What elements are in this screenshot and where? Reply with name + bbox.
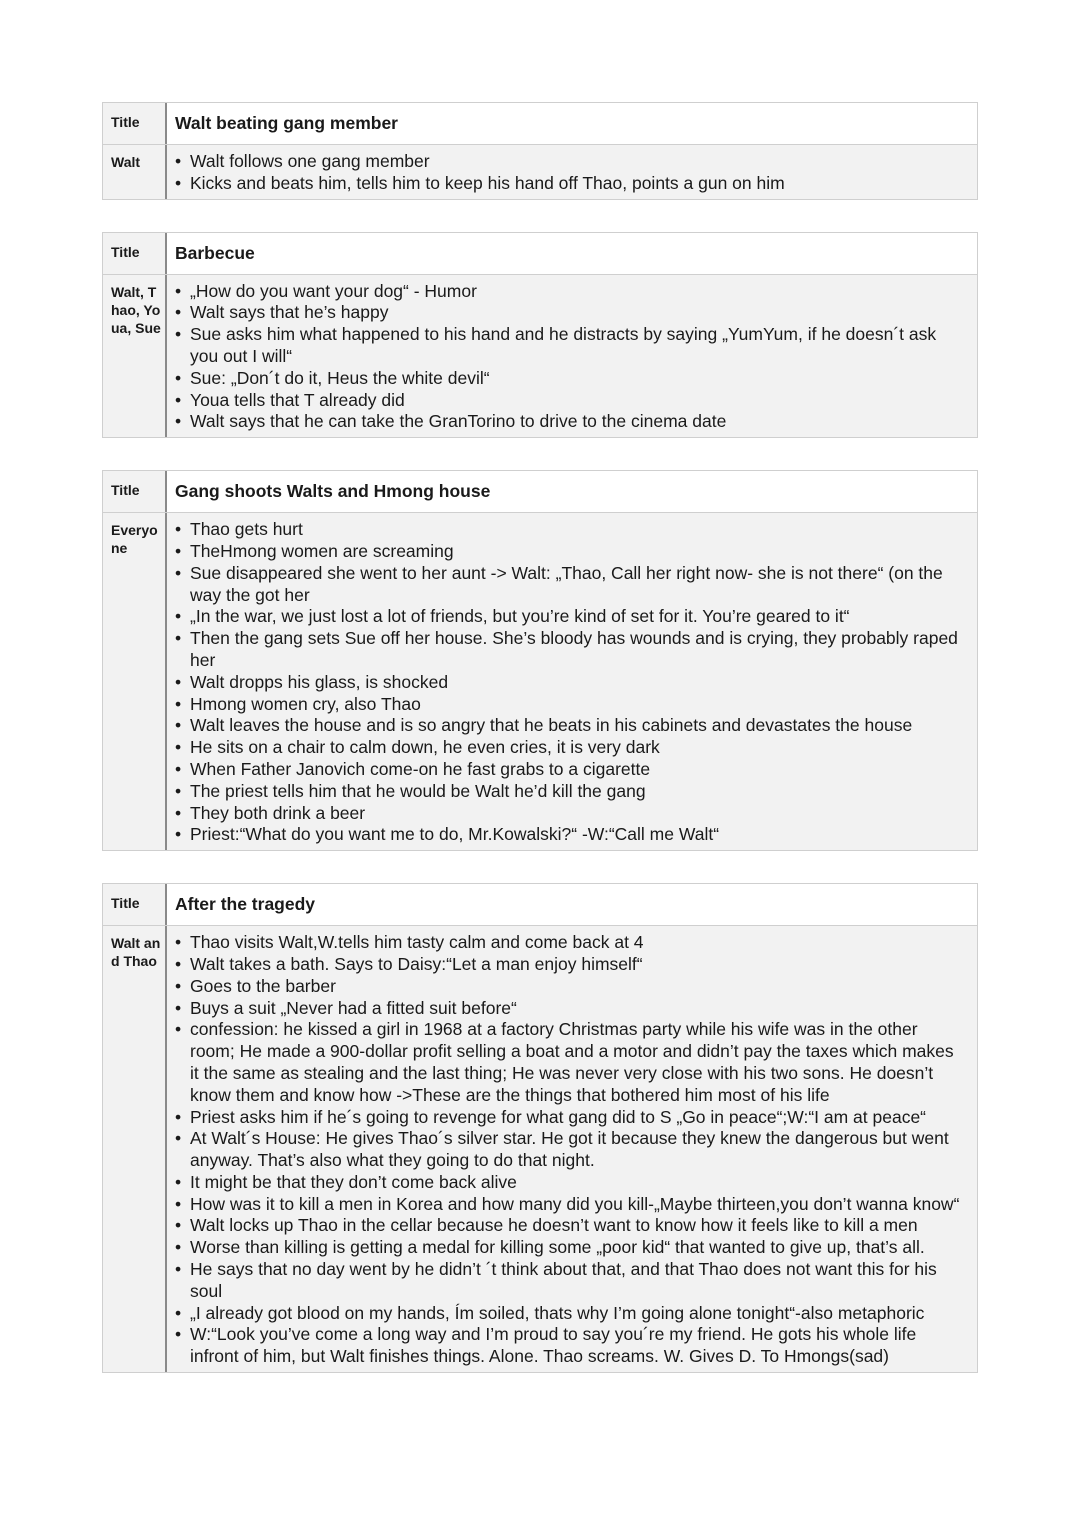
bullet-item: • Goes to the barber — [175, 976, 967, 998]
bullet-item: • At Walt´s House: He gives Thao´s silver star. He got it because they knew the dangerous but went anyway. That’s also what they going to do that night. — [175, 1128, 967, 1172]
scene-title-row — [103, 471, 977, 512]
scene-notes — [167, 513, 977, 850]
scene-title: After the tragedy — [167, 884, 977, 925]
scene-body-row — [103, 925, 977, 1372]
scene-table — [102, 232, 978, 439]
scene-body-row — [103, 512, 977, 850]
scene-table — [102, 102, 978, 200]
bullet-list — [175, 932, 967, 1368]
scene-body-row — [103, 274, 977, 438]
bullet-item: • How was it to kill a men in Korea and how many did you kill-„Maybe thirteen,you don’t wanna know“ — [175, 1194, 967, 1216]
scene-table — [102, 470, 978, 851]
scene-notes — [167, 145, 977, 199]
bullet-item: • Buys a suit „Never had a fitted suit before“ — [175, 998, 967, 1020]
scene-notes — [167, 926, 977, 1372]
bullet-item: • Hmong women cry, also Thao — [175, 694, 967, 716]
title-label: Title — [103, 103, 167, 144]
scene-table — [102, 883, 978, 1373]
bullet-item: • Priest asks him if he´s going to revenge for what gang did to S „Go in peace“;W:“I am at peace“ — [175, 1107, 967, 1129]
bullet-item: • Walt leaves the house and is so angry that he beats in his cabinets and devastates the house — [175, 715, 967, 737]
characters-label: Everyone — [103, 513, 167, 850]
characters-label: Walt — [103, 145, 167, 199]
bullet-item: • Sue: „Don´t do it, Heus the white devil“ — [175, 368, 967, 390]
bullet-item: • They both drink a beer — [175, 803, 967, 825]
bullet-list — [175, 151, 967, 195]
bullet-item: • When Father Janovich come-on he fast grabs to a cigarette — [175, 759, 967, 781]
scene-title-row — [103, 103, 977, 144]
bullet-item: • He sits on a chair to calm down, he even cries, it is very dark — [175, 737, 967, 759]
bullet-item: • „I already got blood on my hands, Ím soiled, thats why I’m going alone tonight“-also metaphoric — [175, 1303, 967, 1325]
bullet-list — [175, 519, 967, 846]
bullet-item: • Worse than killing is getting a medal for killing some „poor kid“ that wanted to give up, that’s all. — [175, 1237, 967, 1259]
title-label: Title — [103, 471, 167, 512]
bullet-item: • Thao gets hurt — [175, 519, 967, 541]
bullet-item: • W:“Look you’ve come a long way and I’m proud to say you´re my friend. He gots his whole life infront of him, but Walt finishes things. Alone. Thao screams. W. Gives D. To Hmongs(sad) — [175, 1324, 967, 1368]
bullet-item: • Walt says that he can take the GranTorino to drive to the cinema date — [175, 411, 967, 433]
scene-title: Barbecue — [167, 233, 977, 274]
title-label: Title — [103, 233, 167, 274]
bullet-item: • Sue disappeared she went to her aunt -> Walt: „Thao, Call her right now- she is not there“ (on the way the got her — [175, 563, 967, 607]
scene-title-row — [103, 233, 977, 274]
scene-body-row — [103, 144, 977, 199]
bullet-item: • TheHmong women are screaming — [175, 541, 967, 563]
bullet-item: • Youa tells that T already did — [175, 390, 967, 412]
bullet-item: • confession: he kissed a girl in 1968 at a factory Christmas party while his wife was in the other room; He made a 900-dollar profit selling a boat and a motor and didn’t pay the taxes which makes it the same as stealing and the last thing; He was never very close with his two sons. He doesn’t know them and know how ->These are the things that bothered him most of his life — [175, 1019, 967, 1106]
bullet-item: • The priest tells him that he would be Walt he’d kill the gang — [175, 781, 967, 803]
characters-label: Walt and Thao — [103, 926, 167, 1372]
scene-title-row — [103, 884, 977, 925]
characters-label: Walt, Thao, Youa, Sue — [103, 275, 167, 438]
scene-title: Gang shoots Walts and Hmong house — [167, 471, 977, 512]
bullet-list — [175, 281, 967, 434]
bullet-item: • Priest:“What do you want me to do, Mr.Kowalski?“ -W:“Call me Walt“ — [175, 824, 967, 846]
bullet-item: • Sue asks him what happened to his hand and he distracts by saying „YumYum, if he doesn´t ask you out I will“ — [175, 324, 967, 368]
bullet-item: • Walt locks up Thao in the cellar because he doesn’t want to know how it feels like to kill a men — [175, 1215, 967, 1237]
bullet-item: • „How do you want your dog“ - Humor — [175, 281, 967, 303]
title-label: Title — [103, 884, 167, 925]
scene-table-list — [102, 102, 978, 1405]
bullet-item: • It might be that they don’t come back alive — [175, 1172, 967, 1194]
bullet-item: • Walt says that he’s happy — [175, 302, 967, 324]
bullet-item: • Then the gang sets Sue off her house. She’s bloody has wounds and is crying, they probably raped her — [175, 628, 967, 672]
bullet-item: • Walt takes a bath. Says to Daisy:“Let a man enjoy himself“ — [175, 954, 967, 976]
bullet-item: • He says that no day went by he didn’t ´t think about that, and that Thao does not want this for his soul — [175, 1259, 967, 1303]
bullet-item: • Walt follows one gang member — [175, 151, 967, 173]
bullet-item: • Kicks and beats him, tells him to keep his hand off Thao, points a gun on him — [175, 173, 967, 195]
bullet-item: • „In the war, we just lost a lot of friends, but you’re kind of set for it. You’re geared to it“ — [175, 606, 967, 628]
scene-title: Walt beating gang member — [167, 103, 977, 144]
bullet-item: • Thao visits Walt,W.tells him tasty calm and come back at 4 — [175, 932, 967, 954]
scene-notes — [167, 275, 977, 438]
bullet-item: • Walt dropps his glass, is shocked — [175, 672, 967, 694]
